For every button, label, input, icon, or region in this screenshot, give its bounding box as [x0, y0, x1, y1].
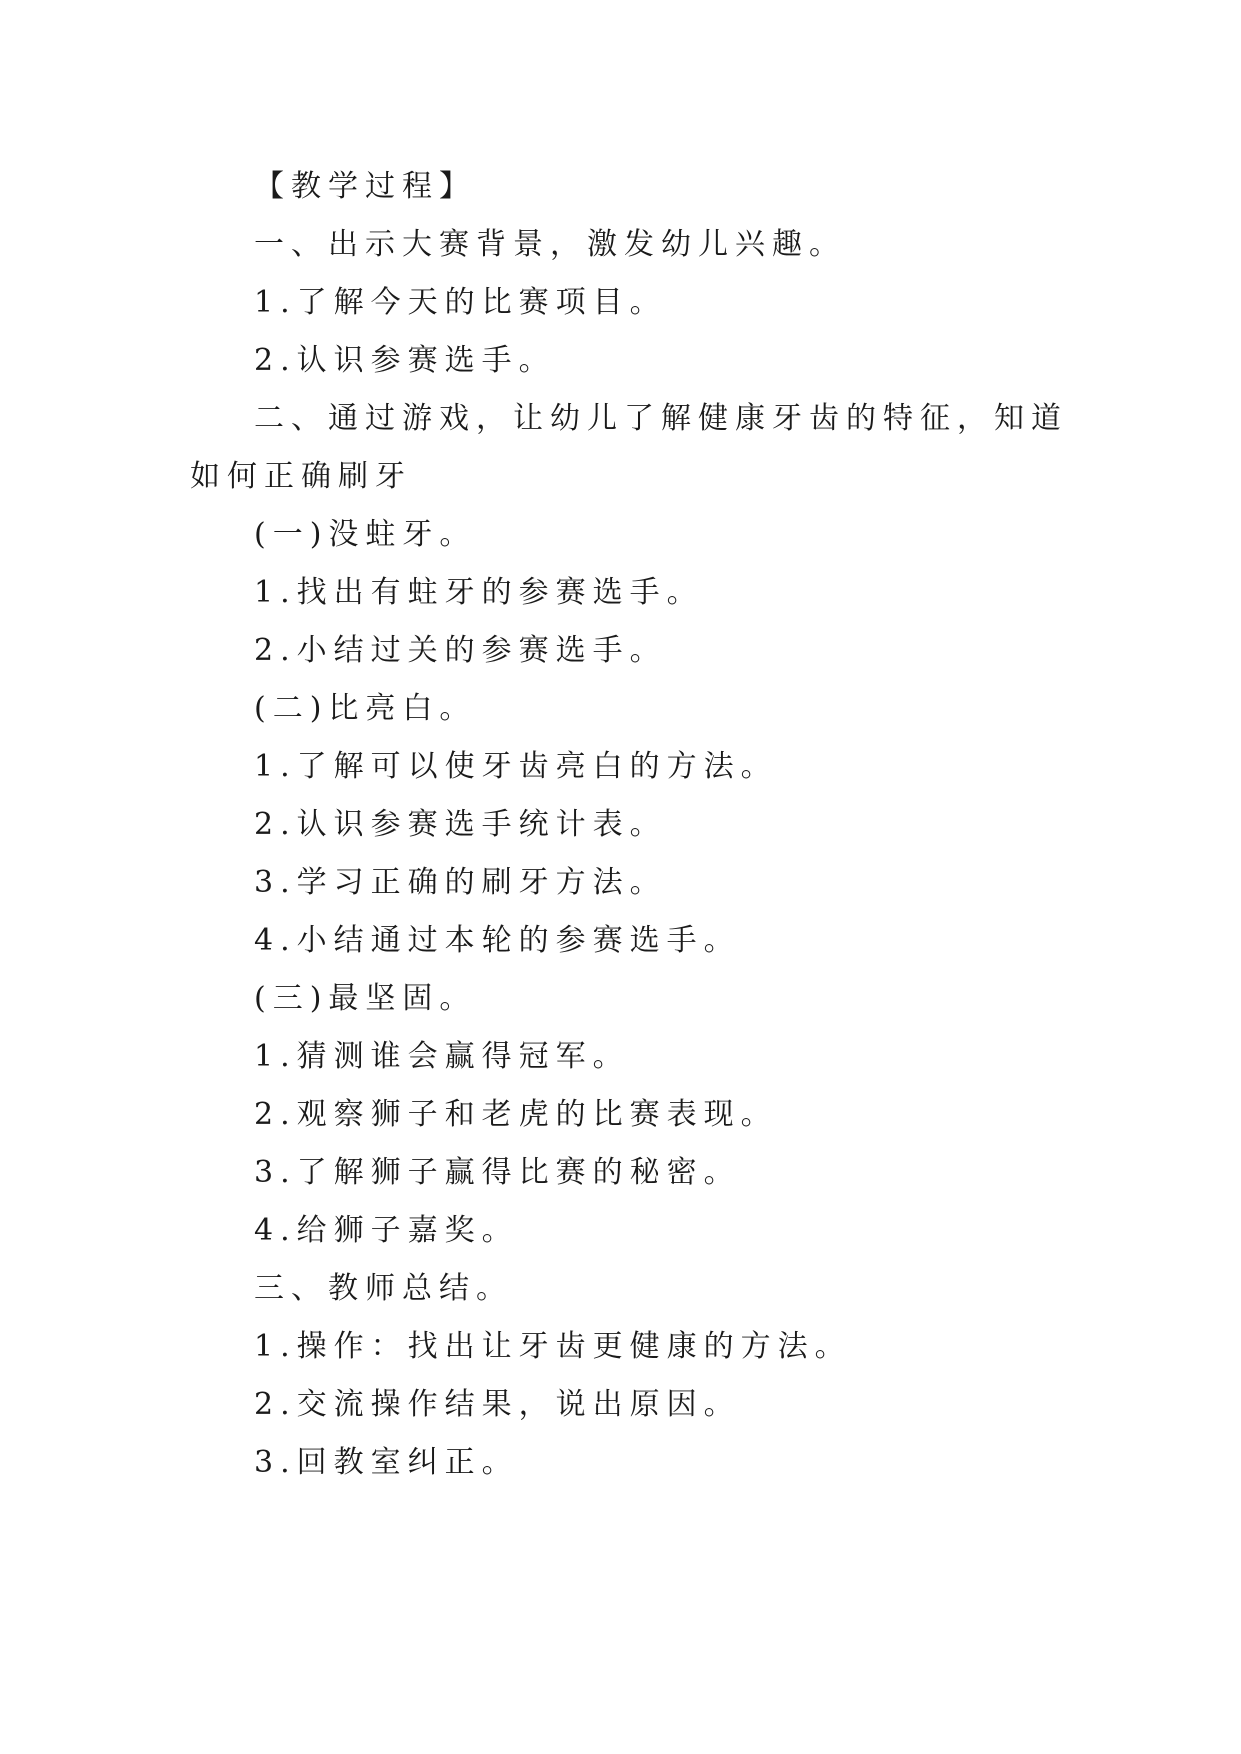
paragraph-line: 2.小结过关的参赛选手。 — [254, 633, 667, 668]
paragraph-line: 2.认识参赛选手。 — [254, 343, 556, 378]
paragraph-line: 3.回教室纠正。 — [254, 1445, 519, 1480]
paragraph-line: 2.观察狮子和老虎的比赛表现。 — [254, 1097, 778, 1132]
paragraph-line: 1.了解今天的比赛项目。 — [254, 285, 667, 320]
paragraph-line: 3.学习正确的刷牙方法。 — [254, 865, 667, 900]
paragraph-line: 1.操作：找出让牙齿更健康的方法。 — [254, 1329, 852, 1364]
paragraph-line: 3.了解狮子赢得比赛的秘密。 — [254, 1155, 741, 1190]
paragraph-line: 一、出示大赛背景，激发幼儿兴趣。 — [254, 227, 846, 262]
paragraph-line: 二、通过游戏，让幼儿了解健康牙齿的特征，知道如何正确刷牙 — [190, 401, 1068, 494]
paragraph-line: 4.给狮子嘉奖。 — [254, 1213, 519, 1248]
paragraph-line: 1.猜测谁会赢得冠军。 — [254, 1039, 630, 1074]
paragraph-line: 1.找出有蛀牙的参赛选手。 — [254, 575, 704, 610]
paragraph-line: (一)没蛀牙。 — [254, 517, 477, 552]
paragraph-line: 4.小结通过本轮的参赛选手。 — [254, 923, 741, 958]
paragraph-line: 1.了解可以使牙齿亮白的方法。 — [254, 749, 778, 784]
paragraph-line: (三)最坚固。 — [254, 981, 477, 1016]
document-body — [190, 158, 1070, 1492]
section-heading: 【教学过程】 — [254, 169, 476, 204]
paragraph-line: (二)比亮白。 — [254, 691, 477, 726]
paragraph-line: 2.交流操作结果，说出原因。 — [254, 1387, 741, 1422]
paragraph-line: 2.认识参赛选手统计表。 — [254, 807, 667, 842]
paragraph-line: 三、教师总结。 — [254, 1271, 513, 1306]
